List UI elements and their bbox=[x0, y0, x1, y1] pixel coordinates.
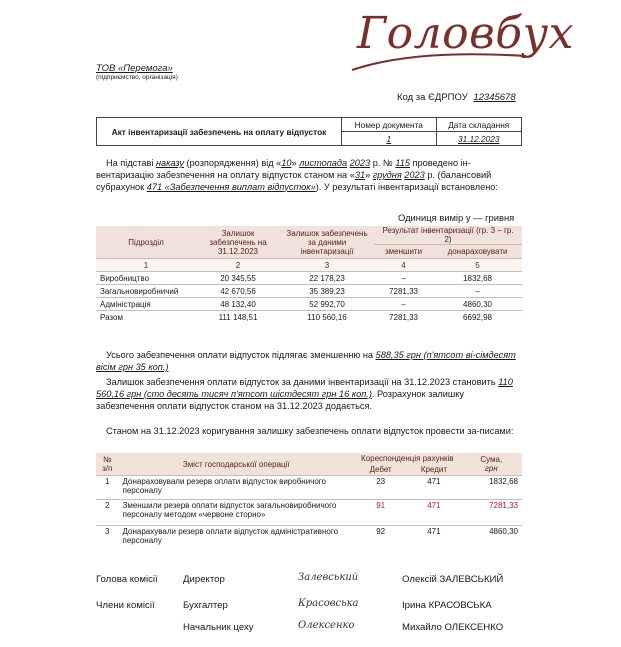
cell: 1 bbox=[96, 476, 119, 500]
subaccount: 471 «Забезпечення виплат відпусток» bbox=[146, 181, 316, 192]
table-row bbox=[96, 500, 522, 526]
order-day: 10 bbox=[281, 158, 292, 168]
decrease-amount: 588,35 грн (п'ятсот ві-сімдесят вісім грн 35 коп.) bbox=[96, 350, 516, 372]
cell: 3 bbox=[96, 526, 119, 550]
cell: Загальновиробничий bbox=[96, 285, 196, 298]
order-year: 2023 bbox=[349, 158, 371, 168]
cell: Донарахували резерв оплати відпусток адміністративного персоналу bbox=[119, 526, 355, 550]
doc-date: 31.12.2023 bbox=[436, 132, 522, 146]
cell: 7281,33 bbox=[374, 311, 433, 324]
cell: – bbox=[374, 272, 433, 285]
inventory-month: грудня bbox=[372, 169, 402, 180]
col-header: Залишок забезпечень на 31.12.2023 bbox=[196, 226, 280, 259]
cell: 35 389,23 bbox=[280, 285, 374, 298]
cell: 22 178,23 bbox=[280, 272, 374, 285]
col-header: № з/п bbox=[96, 453, 119, 476]
cell: 110 560,16 bbox=[280, 311, 374, 324]
col-header: Результат інвентаризації (гр. 3 – гр. 2) bbox=[374, 226, 522, 245]
col-header bbox=[461, 453, 522, 476]
sig-name: Ірина КРАСОВСЬКА bbox=[402, 600, 492, 611]
col-number: 4 bbox=[374, 259, 433, 272]
intro-text: » bbox=[365, 169, 371, 180]
col-number: 5 bbox=[433, 259, 522, 272]
cell: Адміністрація bbox=[96, 298, 196, 311]
table-row-total bbox=[96, 311, 522, 324]
cell: 4860,30 bbox=[461, 526, 522, 550]
edrpou-code bbox=[397, 92, 516, 103]
sig-position: Бухгалтер bbox=[183, 600, 228, 611]
table-row bbox=[96, 272, 522, 285]
cell: 471 bbox=[407, 500, 460, 526]
cell: 471 bbox=[407, 526, 460, 550]
order-number: 115 bbox=[395, 158, 410, 168]
cell: Донараховували резерв оплати відпусток виробничого персоналу bbox=[119, 476, 355, 500]
logo-wordmark: Головбух bbox=[357, 8, 574, 59]
cell: 91 bbox=[354, 500, 407, 526]
edrpou-value: 12345678 bbox=[473, 92, 516, 103]
cell: – bbox=[374, 298, 433, 311]
sig-position: Начальник цеху bbox=[183, 622, 254, 633]
decrease-paragraph bbox=[96, 350, 522, 374]
cell: 111 148,51 bbox=[196, 311, 280, 324]
cell: 42 670,56 bbox=[196, 285, 280, 298]
intro-paragraph bbox=[96, 158, 522, 193]
inventory-table bbox=[96, 226, 522, 323]
intro-text: проведено ін-вентаризацію забезпечення на оплату відпусток станом на « bbox=[96, 158, 471, 180]
inventory-day: 31 bbox=[354, 169, 366, 180]
cell: – bbox=[433, 285, 522, 298]
edrpou-label: Код за ЄДРПОУ bbox=[397, 92, 468, 103]
order-kind: наказу bbox=[155, 158, 184, 168]
logo-swoosh-icon bbox=[350, 48, 530, 76]
handwritten-signature: Красовська bbox=[298, 598, 359, 609]
date-label: Дата складання bbox=[436, 118, 522, 132]
sig-position: Директор bbox=[183, 574, 225, 585]
col-number: 3 bbox=[280, 259, 374, 272]
intro-text: ). У результаті інвентаризації встановлено: bbox=[315, 181, 498, 192]
sig-role: Голова комісії bbox=[96, 574, 158, 585]
cell: 2 bbox=[96, 500, 119, 526]
entries-table bbox=[96, 453, 522, 550]
inventory-year: 2023 bbox=[404, 169, 425, 180]
handwritten-signature: Залевський bbox=[298, 572, 359, 583]
cell: 1832,68 bbox=[461, 476, 522, 500]
units-label: Одиниця вимір у — гривня bbox=[398, 212, 515, 223]
act-header-table bbox=[96, 117, 522, 146]
table-row bbox=[96, 298, 522, 311]
cell: Зменшили резерв оплати відпусток загальновиробничого персоналу методом «червоне сторно» bbox=[119, 500, 355, 526]
order-month: листопада bbox=[299, 158, 348, 168]
intro-text: На підставі bbox=[106, 158, 154, 168]
sum-label: Сума, bbox=[480, 455, 503, 464]
sig-name: Михайло ОЛЕКСЕНКО bbox=[402, 622, 504, 633]
table-row bbox=[96, 526, 522, 550]
cell: 7281,33 bbox=[374, 285, 433, 298]
sig-role: Члени комісії bbox=[96, 600, 155, 611]
cell: 52 992,70 bbox=[280, 298, 374, 311]
table-row bbox=[96, 285, 522, 298]
cell: 7281,33 bbox=[461, 500, 522, 526]
para-text: Залишок забезпечення оплати відпусток за даними інвентаризації на 31.12.2023 становить bbox=[106, 377, 496, 387]
col-header: Зміст господарської операції bbox=[119, 453, 355, 476]
organization-hint: (підприємство, організація) bbox=[96, 74, 178, 81]
cell: 1832,68 bbox=[433, 272, 522, 285]
cell: 92 bbox=[354, 526, 407, 550]
table-row bbox=[96, 476, 522, 500]
col-header: Залишок забезпечень за даними інвентаризації bbox=[280, 226, 374, 259]
cell: Виробництво bbox=[96, 272, 196, 285]
col-header: Кредит bbox=[407, 464, 460, 476]
para-text: Станом на 31.12.2023 коригування залишку забезпечень оплати відпусток провести за-писами: bbox=[106, 426, 514, 436]
cell: 4860,30 bbox=[433, 298, 522, 311]
cell: 20 345,55 bbox=[196, 272, 280, 285]
cell: 6692,98 bbox=[433, 311, 522, 324]
para-text: . Розрахунок залишку забезпечення оплати відпусток станом на 31.12.2023 додається. bbox=[96, 388, 465, 411]
col-header: Підрозділ bbox=[96, 226, 196, 259]
correction-paragraph bbox=[96, 426, 522, 438]
col-number: 2 bbox=[196, 259, 280, 272]
intro-text: (розпорядження) від « bbox=[186, 158, 282, 168]
balance-paragraph bbox=[96, 377, 522, 412]
col-header: Дебет bbox=[354, 464, 407, 476]
cell: 471 bbox=[407, 476, 460, 500]
doc-number-label: Номер документа bbox=[342, 118, 437, 132]
sum-unit: грн bbox=[484, 464, 498, 473]
cell: Разом bbox=[96, 311, 196, 324]
doc-number: 1 bbox=[342, 132, 437, 146]
col-header: донараховувати bbox=[433, 245, 522, 259]
act-title: Акт інвентаризації забезпечень на оплату відпусток bbox=[97, 118, 342, 146]
organization-name: ТОВ «Перемога» bbox=[96, 63, 173, 74]
intro-text: » bbox=[291, 158, 297, 168]
cell: 48 132,40 bbox=[196, 298, 280, 311]
col-header: Кореспонденція рахунків bbox=[354, 453, 461, 464]
para-text: Усього забезпечення оплати відпусток підлягає зменшенню на bbox=[106, 350, 374, 360]
intro-text: р. (балансовий субрахунок bbox=[96, 169, 492, 192]
col-header: зменшити bbox=[374, 245, 433, 259]
intro-text: р. № bbox=[372, 158, 393, 168]
balance-amount: 110 560,16 грн (сто десять тисяч п'ятсот шістдесят грн 16 коп.) bbox=[96, 377, 513, 399]
col-number: 1 bbox=[96, 259, 196, 272]
sig-name: Олексій ЗАЛЕВСЬКИЙ bbox=[402, 574, 504, 585]
cell: 23 bbox=[354, 476, 407, 500]
handwritten-signature: Олексенко bbox=[298, 620, 355, 631]
